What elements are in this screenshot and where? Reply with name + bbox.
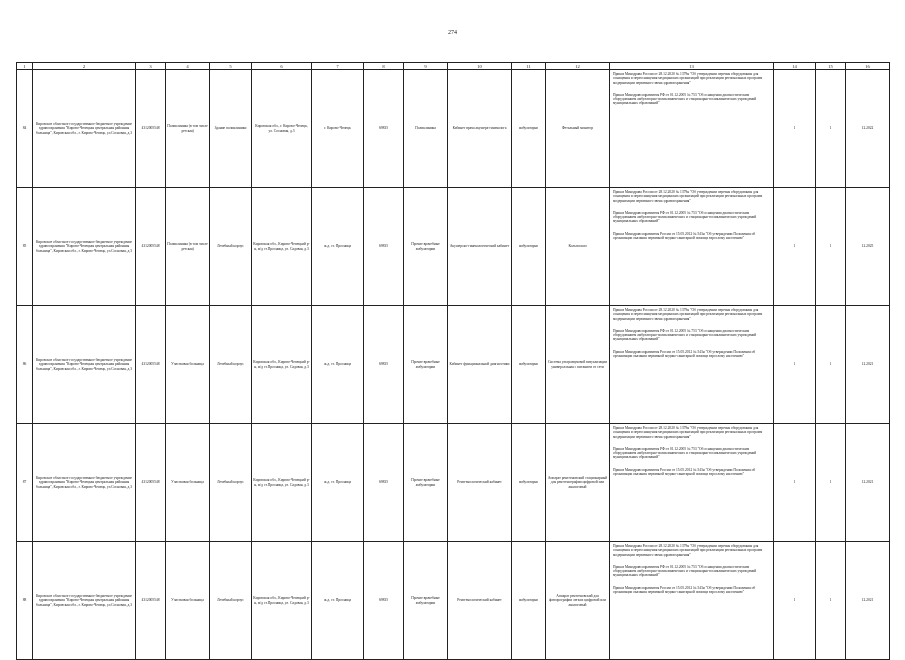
row-number: 87	[17, 424, 33, 542]
department-cell: Акушерско-гинекологический кабинет	[448, 188, 512, 306]
row-number: 88	[17, 542, 33, 660]
equipment-cell: Аппарат рентгеновский стационарный для рентгенографии цифровой или аналоговый	[546, 424, 610, 542]
table-row	[17, 542, 890, 660]
table-row	[17, 306, 890, 424]
legal-basis-paragraph: Приказ Минздрава России от 28.12.2020 № 1379н "Об утверждении перечня оборудования для оснащения и переоснащения медицинских организаций при реализации региональных программ модернизации первичного звена здравоохранения"	[613, 190, 763, 203]
address-cell: Кировская обл., Кирово-Чепецкий р-н, м/д ст.Просница, ул. Садовая, д.3	[252, 188, 312, 306]
care-condition-cell: амбулаторно	[512, 70, 546, 188]
date-cell: 12.2021	[846, 306, 890, 424]
column-number: 4	[166, 63, 210, 70]
facility-type-cell: Поликлиника (в том числе детская)	[166, 188, 210, 306]
column-number-row	[17, 63, 890, 70]
settlement-cell: ж.д. ст. Просница	[312, 188, 364, 306]
care-condition-cell: амбулаторно	[512, 188, 546, 306]
column-number: 7	[312, 63, 364, 70]
care-condition-cell: амбулаторно	[512, 306, 546, 424]
building-cell: Лечебный корпус	[210, 188, 252, 306]
inn-cell: 4312005548	[136, 306, 166, 424]
legal-basis-paragraph: Приказ Минздрава России от 28.12.2020 № 1379н "Об утверждении перечня оборудования для оснащения и переоснащения медицинских организаций при реализации региональных программ модернизации первичного звена здравоохранения"	[613, 426, 763, 439]
quantity-cell: 1	[774, 306, 816, 424]
building-cell: Лечебный корпус	[210, 542, 252, 660]
organization-cell: Кировское областное государственное бюджетное учреждение здравоохранения "Кирово-Чепецкая центральная районная больница", Кировская обл., г. Кирово-Чепецк, ул.Сосновая, д.3	[33, 424, 136, 542]
settlement-cell: ж.д. ст. Просница	[312, 424, 364, 542]
equipment-cell: Кольпоскоп	[546, 188, 610, 306]
facility-type-cell: Участковая больница	[166, 424, 210, 542]
care-condition-cell: амбулаторно	[512, 542, 546, 660]
planned-quantity-cell: 1	[816, 188, 846, 306]
legal-basis-paragraph: Приказ Минздравсоцразвития РФ от 01.12.2005 № 753 "Об оснащении диагностическим оборудованием амбулаторно-поликлинических и стационарно-поликлинических учреждений муниципальных образований"	[613, 328, 757, 342]
department-cell: Кабинет функциональной диагностики	[448, 306, 512, 424]
building-cell: Здание поликлиники	[210, 70, 252, 188]
date-cell: 12.2022	[846, 70, 890, 188]
legal-basis-paragraph: Приказ Минздравсоцразвития РФ от 01.12.2005 № 753 "Об оснащении диагностическим оборудованием амбулаторно-поликлинических и стационарно-поликлинических учреждений муниципальных образований"	[613, 210, 757, 224]
facility-type-cell: Участковая больница	[166, 306, 210, 424]
legal-basis-cell	[610, 306, 774, 424]
oktmo-cell: 69835	[364, 70, 404, 188]
legal-basis-cell	[610, 70, 774, 188]
column-number: 6	[252, 63, 312, 70]
quantity-cell: 1	[774, 542, 816, 660]
planned-quantity-cell: 1	[816, 306, 846, 424]
column-number: 16	[846, 63, 890, 70]
legal-basis-paragraph: Приказ Минздравсоцразвития РФ от 01.12.2005 № 753 "Об оснащении диагностическим оборудованием амбулаторно-поликлинических и стационарно-поликлинических учреждений муниципальных образований"	[613, 92, 757, 106]
department-cell: Кабинет врача акушера-гинеколога	[448, 70, 512, 188]
facility-type-cell: Участковая больница	[166, 542, 210, 660]
equipment-cell: Аппарат рентгеновский для флюорографии легких цифровой или аналоговый	[546, 542, 610, 660]
legal-basis-cell	[610, 424, 774, 542]
table-row	[17, 70, 890, 188]
legal-basis-paragraph: Приказ Минздрава России от 28.12.2020 № 1379н "Об утверждении перечня оборудования для оснащения и переоснащения медицинских организаций при реализации региональных программ модернизации первичного звена здравоохранения"	[613, 72, 763, 85]
date-cell: 12.2021	[846, 542, 890, 660]
oktmo-cell: 69835	[364, 306, 404, 424]
planned-quantity-cell: 1	[816, 70, 846, 188]
unit-type-cell: Прочие врачебные амбулатории	[404, 542, 448, 660]
legal-basis-paragraph: Приказ Минздравсоцразвития России от 15.05.2012 № 543н "Об утверждении Положения об организации оказания первичной медико-санитарной помощи взрослому населению"	[613, 349, 756, 359]
legal-basis-cell	[610, 542, 774, 660]
column-number: 15	[816, 63, 846, 70]
column-number: 10	[448, 63, 512, 70]
care-condition-cell: амбулаторно	[512, 424, 546, 542]
column-number: 2	[33, 63, 136, 70]
equipment-cell: Фетальный монитор	[546, 70, 610, 188]
settlement-cell: ж.д. ст. Просница	[312, 542, 364, 660]
row-number: 86	[17, 306, 33, 424]
unit-type-cell: Прочие врачебные амбулатории	[404, 306, 448, 424]
column-number: 1	[17, 63, 33, 70]
legal-basis-cell	[610, 188, 774, 306]
unit-type-cell: Прочие врачебные амбулатории	[404, 188, 448, 306]
legal-basis-paragraph: Приказ Минздрава России от 28.12.2020 № 1379н "Об утверждении перечня оборудования для оснащения и переоснащения медицинских организаций при реализации региональных программ модернизации первичного звена здравоохранения"	[613, 544, 763, 557]
date-cell: 12.2021	[846, 424, 890, 542]
legal-basis-paragraph: Приказ Минздравсоцразвития России от 15.05.2012 № 543н "Об утверждении Положения об организации оказания первичной медико-санитарной помощи взрослому населению"	[613, 231, 756, 241]
date-cell: 12.2025	[846, 188, 890, 306]
unit-type-cell: Поликлиника	[404, 70, 448, 188]
planned-quantity-cell: 1	[816, 542, 846, 660]
building-cell: Лечебный корпус	[210, 424, 252, 542]
settlement-cell: ж.д. ст. Просница	[312, 306, 364, 424]
organization-cell: Кировское областное государственное бюджетное учреждение здравоохранения "Кирово-Чепецкая центральная районная больница", Кировская обл., г. Кирово-Чепецк, ул.Сосновая, д.3	[33, 542, 136, 660]
quantity-cell: 1	[774, 424, 816, 542]
column-number: 8	[364, 63, 404, 70]
column-number: 5	[210, 63, 252, 70]
address-cell: Кировская обл., Кирово-Чепецкий р-н, м/д ст.Просница, ул. Садовая, д.3	[252, 542, 312, 660]
facility-type-cell: Поликлиника (в том числе детская)	[166, 70, 210, 188]
inn-cell: 4312005548	[136, 424, 166, 542]
building-cell: Лечебный корпус	[210, 306, 252, 424]
legal-basis-paragraph: Приказ Минздравсоцразвития России от 15.05.2012 № 543н "Об утверждении Положения об организации оказания первичной медико-санитарной помощи взрослому населению"	[613, 585, 756, 595]
department-cell: Рентгенологический кабинет	[448, 424, 512, 542]
row-number: 84	[17, 70, 33, 188]
table-row	[17, 188, 890, 306]
inn-cell: 4312005548	[136, 188, 166, 306]
column-number: 12	[546, 63, 610, 70]
legal-basis-paragraph: Приказ Минздравсоцразвития России от 15.05.2012 № 543н "Об утверждении Положения об организации оказания первичной медико-санитарной помощи взрослому населению"	[613, 467, 756, 477]
equipment-registry-table	[16, 62, 890, 660]
column-number: 9	[404, 63, 448, 70]
table-row	[17, 424, 890, 542]
inn-cell: 4312005548	[136, 70, 166, 188]
oktmo-cell: 69835	[364, 188, 404, 306]
row-number: 85	[17, 188, 33, 306]
column-number: 14	[774, 63, 816, 70]
legal-basis-paragraph: Приказ Минздравсоцразвития РФ от 01.12.2005 № 753 "Об оснащении диагностическим оборудованием амбулаторно-поликлинических и стационарно-поликлинических учреждений муниципальных образований"	[613, 446, 757, 460]
unit-type-cell: Прочие врачебные амбулатории	[404, 424, 448, 542]
address-cell: Кировская обл., г. Кирово-Чепецк, ул. Сосновая, д.3	[252, 70, 312, 188]
equipment-cell: Система ультразвуковой визуализации универсальная с питанием от сети	[546, 306, 610, 424]
organization-cell: Кировское областное государственное бюджетное учреждение здравоохранения "Кирово-Чепецкая центральная районная больница", Кировская обл., г. Кирово-Чепецк, ул.Сосновая, д.3	[33, 306, 136, 424]
address-cell: Кировская обл., Кирово-Чепецкий р-н, м/д ст.Просница, ул. Садовая, д.3	[252, 306, 312, 424]
column-number: 3	[136, 63, 166, 70]
department-cell: Рентгенологический кабинет	[448, 542, 512, 660]
column-number: 11	[512, 63, 546, 70]
quantity-cell: 1	[774, 188, 816, 306]
address-cell: Кировская обл., Кирово-Чепецкий р-н, м/д ст.Просница, ул. Садовая, д.3	[252, 424, 312, 542]
organization-cell: Кировское областное государственное бюджетное учреждение здравоохранения "Кирово-Чепецкая центральная районная больница", Кировская обл., г. Кирово-Чепецк, ул.Сосновая, д.3	[33, 188, 136, 306]
page-number: 274	[448, 30, 457, 36]
quantity-cell: 1	[774, 70, 816, 188]
oktmo-cell: 69835	[364, 424, 404, 542]
legal-basis-paragraph: Приказ Минздравсоцразвития РФ от 01.12.2005 № 753 "Об оснащении диагностическим оборудованием амбулаторно-поликлинических и стационарно-поликлинических учреждений муниципальных образований"	[613, 564, 757, 578]
settlement-cell: г. Кирово-Чепецк	[312, 70, 364, 188]
inn-cell: 4312005548	[136, 542, 166, 660]
oktmo-cell: 69835	[364, 542, 404, 660]
legal-basis-paragraph: Приказ Минздрава России от 28.12.2020 № 1379н "Об утверждении перечня оборудования для оснащения и переоснащения медицинских организаций при реализации региональных программ модернизации первичного звена здравоохранения"	[613, 308, 763, 321]
planned-quantity-cell: 1	[816, 424, 846, 542]
organization-cell: Кировское областное государственное бюджетное учреждение здравоохранения "Кирово-Чепецкая центральная районная больница", Кировская обл., г. Кирово-Чепецк, ул.Сосновая, д.3	[33, 70, 136, 188]
column-number: 13	[610, 63, 774, 70]
